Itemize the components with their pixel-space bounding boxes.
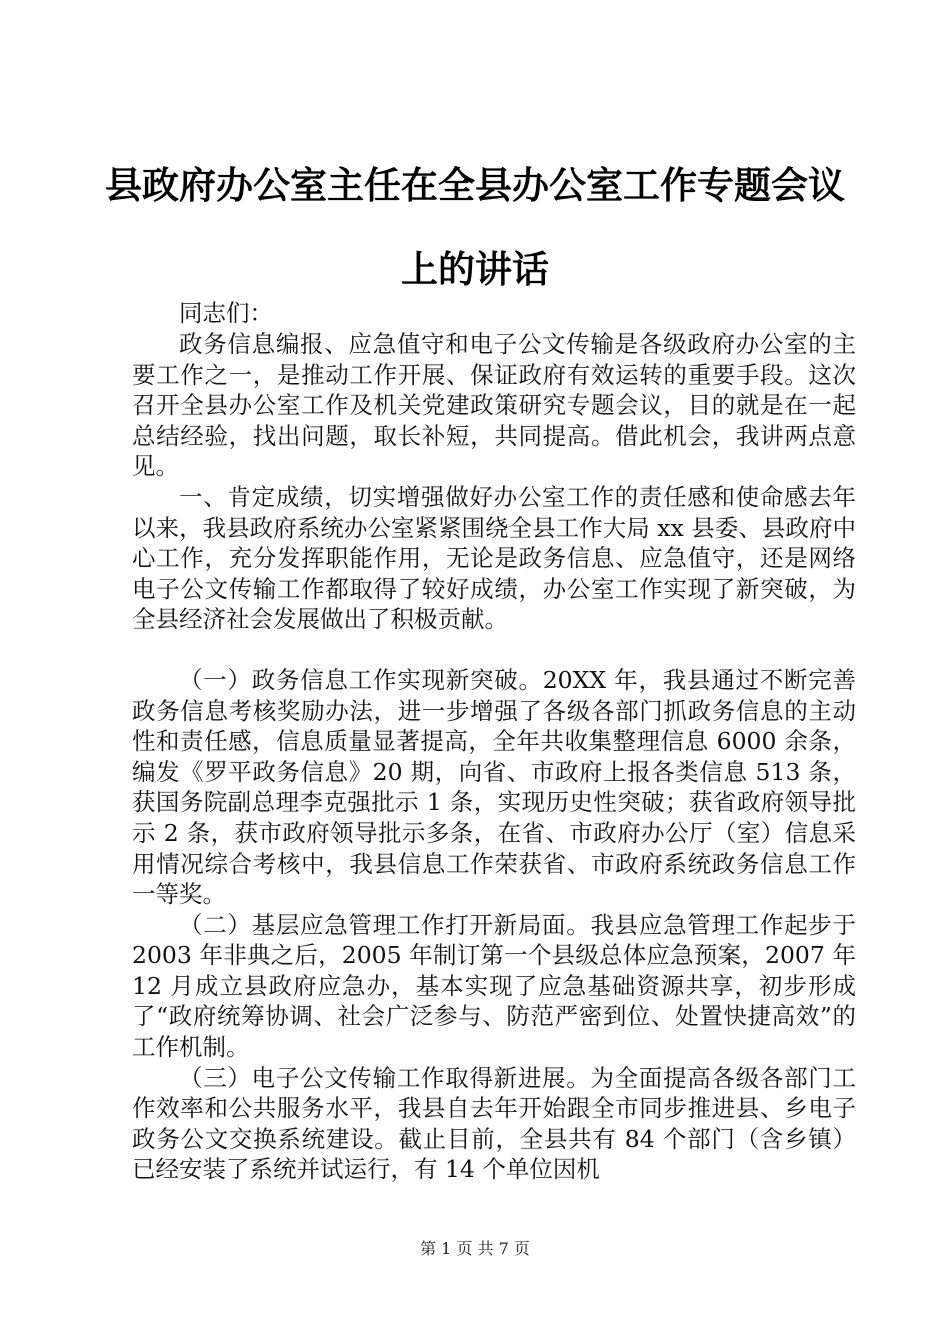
document-title-line-1: 县政府办公室主任在全县办公室工作专题会议 [105, 164, 845, 207]
paragraph-item-three: （三）电子公文传输工作取得新进展。为全面提高各级各部门工作效率和公共服务水平，我县自去年开始跟全市同步推进县、乡电子政务公文交换系统建设。截止目前，全县共有 84 个部门（含乡镇）已经安装了系统并试运行，有 14 个单位因机 [132, 1063, 856, 1184]
paragraph-item-two: （二）基层应急管理工作打开新局面。我县应急管理工作起步于 2003 年非典之后，2005 年制订第一个县级总体应急预案，2007 年 12 月成立县政府应急办，基本实现了应急基础资源共享，初步形成了“政府统筹协调、社会广泛参与、防范严密到位、处置快捷高效”的工作机制。 [132, 910, 856, 1062]
paragraph-intro: 政务信息编报、应急值守和电子公文传输是各级政府办公室的主要工作之一，是推动工作开展、保证政府有效运转的重要手段。这次召开全县办公室工作及机关党建政策研究专题会议，目的就是在一起总结经验，找出问题，取长补短，共同提高。借此机会，我讲两点意见。 [132, 330, 856, 481]
document-title-line-2: 上的讲话 [401, 248, 549, 291]
paragraph-gap [132, 635, 856, 665]
salutation: 同志们： [179, 299, 273, 327]
document-body [132, 329, 856, 1185]
paragraph-item-one: （一）政务信息工作实现新突破。20XX 年，我县通过不断完善政务信息考核奖励办法，进一步增强了各级各部门抓政务信息的主动性和责任感，信息质量显著提高，全年共收集整理信息 6000 余条，编发《罗平政务信息》20 期，向省、市政府上报各类信息 513 条，获国务院副总理李克强批示 1 条，实现历史性突破；获省政府领导批示 2 条，获市政府领导批示多条，在省、市政府办公厅（室）信息采用情况综合考核中，我县信息工作荣获省、市政府系统政务信息工作一等奖。 [132, 665, 856, 909]
page-number-footer: 第 1 页 共 7 页 [420, 1239, 530, 1258]
paragraph-section-one: 一、肯定成绩，切实增强做好办公室工作的责任感和使命感去年以来，我县政府系统办公室紧紧围绕全县工作大局 xx 县委、县政府中心工作，充分发挥职能作用，无论是政务信息、应急值守，还是网络电子公文传输工作都取得了较好成绩，办公室工作实现了新突破，为全县经济社会发展做出了积极贡献。 [132, 482, 856, 634]
